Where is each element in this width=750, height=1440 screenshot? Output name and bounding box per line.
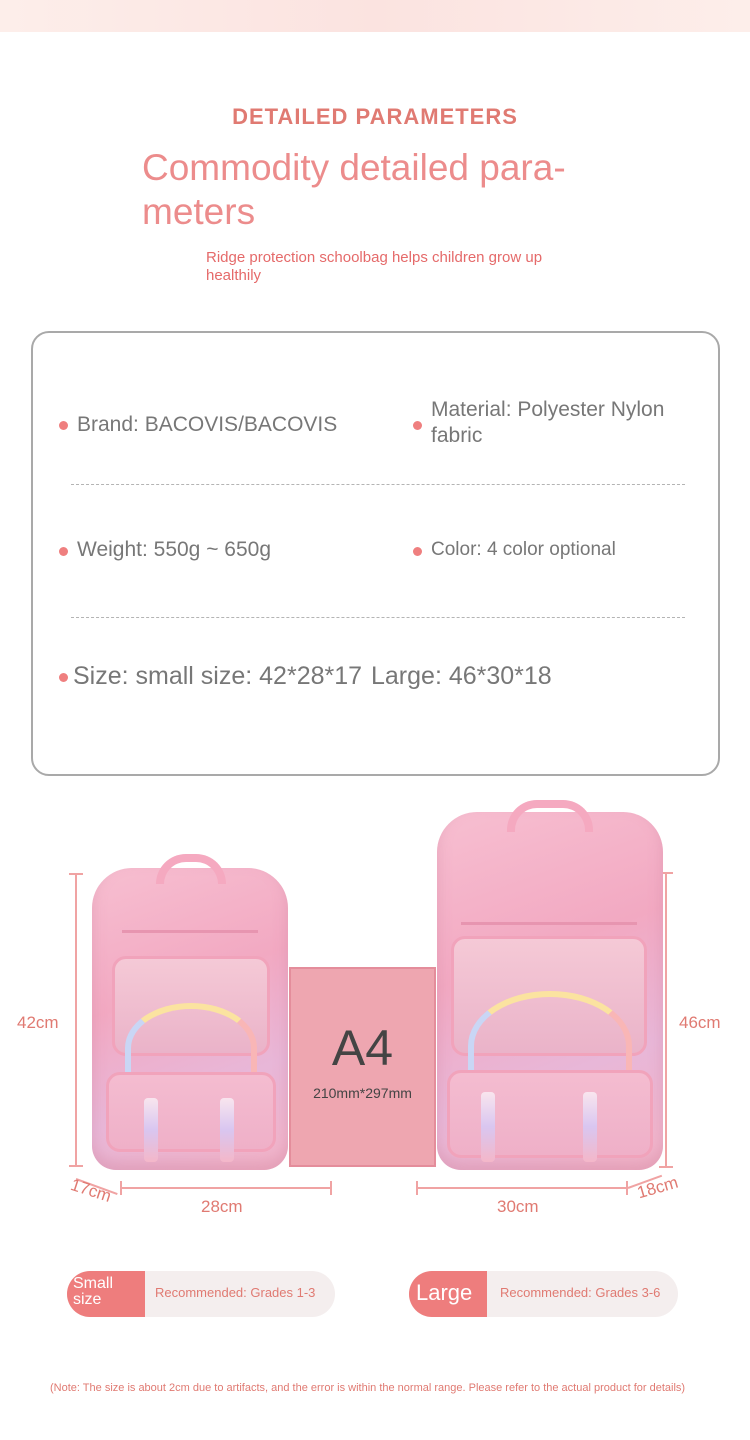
large-width-line bbox=[416, 1187, 628, 1189]
small-width-label: 28cm bbox=[201, 1197, 243, 1216]
large-depth-label: 18cm bbox=[635, 1172, 681, 1203]
bag-handle bbox=[156, 854, 226, 884]
param-size-text: Size: small size: 42*28*17 bbox=[73, 662, 363, 690]
large-height-label: 46cm bbox=[679, 1013, 721, 1032]
bag-zipper bbox=[461, 922, 637, 925]
small-height-line bbox=[75, 874, 77, 1166]
large-size-recommendation bbox=[409, 1271, 678, 1317]
large-height-line bbox=[665, 873, 667, 1167]
param-weight bbox=[59, 537, 389, 563]
bag-handle bbox=[507, 800, 593, 832]
bullet-dot-icon bbox=[413, 421, 422, 430]
param-size-large-text: Large: 46*30*18 bbox=[371, 662, 552, 690]
dim-tick bbox=[69, 873, 83, 875]
param-material bbox=[413, 397, 703, 449]
bag-buckle-strap bbox=[481, 1092, 495, 1162]
page-subtitle: Ridge protection schoolbag helps children grow up healthily bbox=[206, 249, 543, 284]
dim-tick bbox=[659, 1166, 673, 1168]
small-width-line bbox=[120, 1187, 332, 1189]
param-brand bbox=[59, 412, 389, 438]
param-color-text: Color: 4 color optional bbox=[431, 539, 616, 560]
param-material-text: Material: Polyester Nylon fabric bbox=[431, 398, 665, 447]
bullet-dot-icon bbox=[59, 547, 68, 556]
top-banner-strip bbox=[0, 0, 750, 32]
bullet-dot-icon bbox=[413, 547, 422, 556]
small-size-recommendation bbox=[67, 1271, 335, 1317]
bag-buckle-strap bbox=[144, 1098, 158, 1162]
divider-line bbox=[71, 484, 685, 485]
small-height-label: 42cm bbox=[17, 1013, 59, 1032]
small-depth-label: 17cm bbox=[68, 1175, 114, 1206]
param-color bbox=[413, 537, 703, 563]
dim-tick bbox=[120, 1181, 122, 1195]
page-title: Commodity detailed para-meters bbox=[142, 147, 566, 232]
bag-buckle-strap bbox=[583, 1092, 597, 1162]
bag-zipper bbox=[122, 930, 258, 933]
bullet-dot-icon bbox=[59, 673, 68, 682]
dim-tick bbox=[330, 1181, 332, 1195]
section-kicker: DETAILED PARAMETERS bbox=[232, 104, 518, 129]
large-backpack-image bbox=[437, 812, 663, 1170]
small-size-badge: Small size bbox=[67, 1271, 145, 1317]
bag-lower-pocket bbox=[447, 1070, 653, 1158]
dim-tick bbox=[69, 1165, 83, 1167]
param-weight-text: Weight: 550g ~ 650g bbox=[77, 538, 272, 561]
bag-front-pocket bbox=[112, 956, 270, 1056]
a4-label: A4 bbox=[331, 1020, 394, 1076]
large-size-badge: Large bbox=[409, 1271, 487, 1317]
dim-tick bbox=[416, 1181, 418, 1195]
large-size-recommendation-text: Recommended: Grades 3-6 bbox=[500, 1285, 661, 1300]
a4-paper-reference bbox=[289, 967, 436, 1167]
small-size-recommendation-text: Recommended: Grades 1-3 bbox=[155, 1285, 316, 1300]
a4-size: 210mm*297mm bbox=[313, 1085, 412, 1101]
small-backpack-image bbox=[92, 868, 288, 1170]
param-brand-text: Brand: BACOVIS/BACOVIS bbox=[77, 413, 338, 436]
bag-front-pocket bbox=[451, 936, 647, 1056]
large-width-label: 30cm bbox=[497, 1197, 539, 1216]
bullet-dot-icon bbox=[59, 421, 68, 430]
divider-line bbox=[71, 617, 685, 618]
param-size bbox=[59, 663, 709, 689]
parameters-panel bbox=[31, 331, 720, 776]
size-note: (Note: The size is about 2cm due to artifacts, and the error is within the normal range. Please refer to the actual product for details) bbox=[50, 1382, 686, 1394]
bag-buckle-strap bbox=[220, 1098, 234, 1162]
bag-lower-pocket bbox=[106, 1072, 276, 1152]
